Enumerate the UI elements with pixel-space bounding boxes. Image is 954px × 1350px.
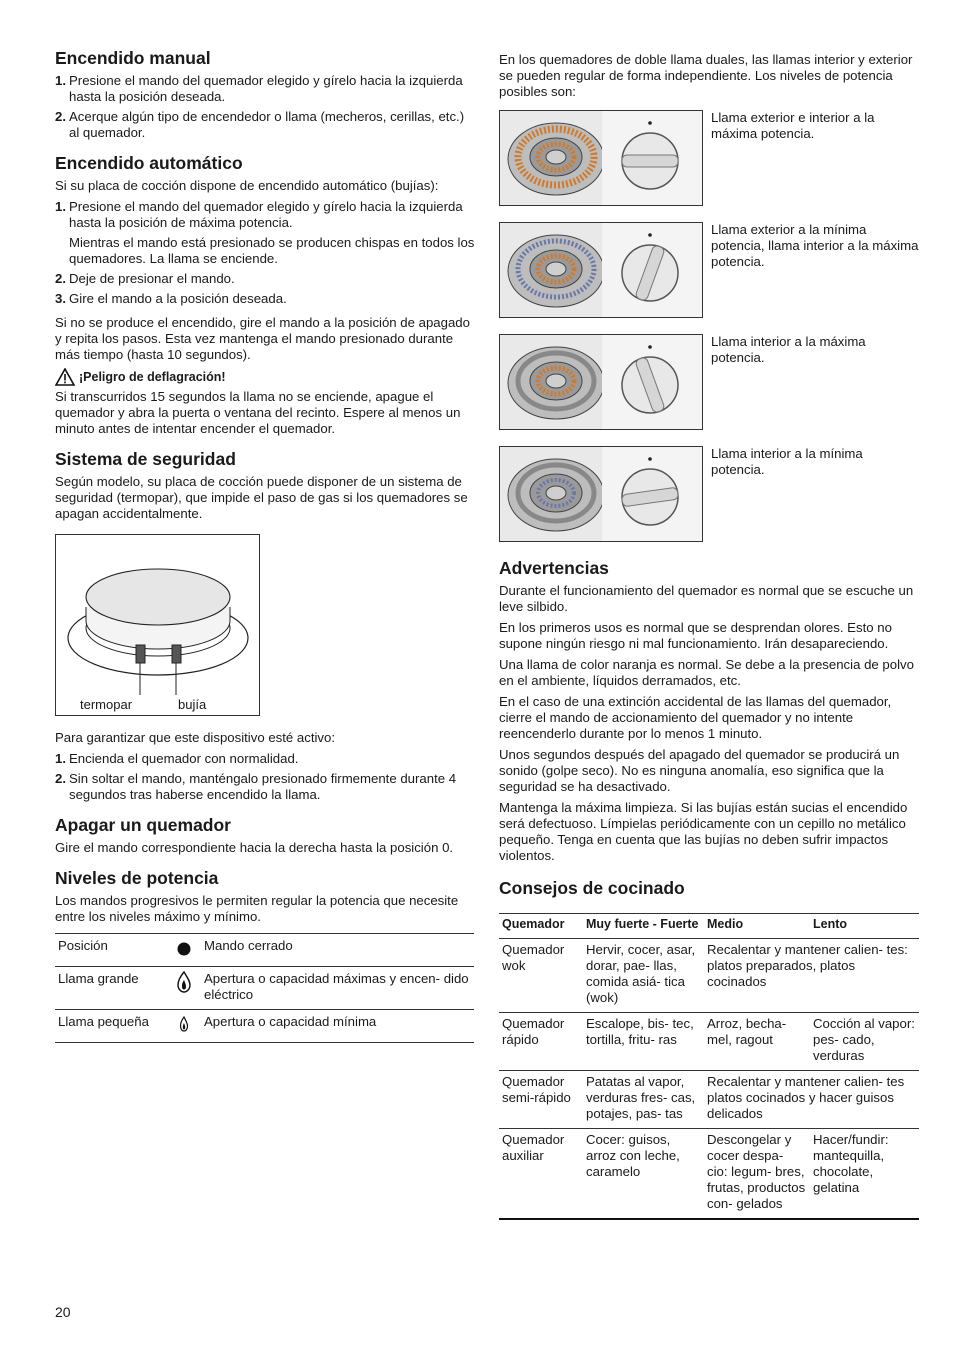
left-column	[55, 48, 475, 1055]
power-levels-table	[55, 933, 474, 1043]
warning-paragraph: Una llama de color naranja es normal. Se debe a la presencia de polvo en el ambiente, líquidos derramados, etc.	[499, 657, 914, 688]
burner-knob-image	[499, 110, 703, 206]
warning-paragraph: En el caso de una extinción accidental de las llamas del quemador, cierre el mando de accionamiento del quemador y no intente reencenderlo durante por lo menos 1 minuto.	[499, 694, 892, 741]
cooking-tips-title: Consejos de cocinado	[499, 878, 685, 898]
dual-flame-row	[499, 110, 919, 206]
list-item: 2. Deje de presionar el mando.	[55, 271, 235, 286]
burner-knob-image	[499, 334, 703, 430]
dual-flame-text: Llama exterior e interior a la máxima potencia.	[711, 110, 875, 141]
auto-ignition-section	[55, 153, 475, 437]
warnings-section	[499, 558, 919, 864]
safety-title: Sistema de seguridad	[55, 449, 236, 469]
termopar-label: termopar	[80, 697, 133, 712]
dual-flame-row	[499, 446, 919, 542]
table-row: Quemador rápido Escalope, bis- tec, tortilla, fritu- ras Arroz, becha- mel, ragout Cocción al vapor: pes- cado, verduras	[499, 1013, 919, 1071]
page-number: 20	[55, 1304, 71, 1320]
cooking-tips-table	[499, 913, 919, 1220]
safety-section	[55, 449, 475, 803]
list-item: 1. Presione el mando del quemador elegido y gírelo hacia la izquierda hasta la posición de máxima potencia. Mientras el mando está presionado se producen chispas en todos los quemadores. La llama se enciende.	[55, 199, 475, 266]
burner-knob-image	[499, 222, 703, 318]
burner-photo	[500, 223, 602, 317]
auto-ignition-title: Encendido automático	[55, 153, 243, 173]
knob-photo	[602, 447, 702, 541]
list-item: 2. Sin soltar el mando, manténgalo presionado firmemente durante 4 segundos tras haberse encendido la llama.	[55, 771, 457, 802]
table-row: Quemador semi-rápido Patatas al vapor, verduras fres- cas, potajes, pas- tas Recalentar y mantener calien- tes platos cocinados y hacer guisos delicados	[499, 1071, 919, 1129]
power-levels-title: Niveles de potencia	[55, 868, 219, 888]
step-note: Mientras el mando está presionado se producen chispas en todos los quemadores. La llama se enciende.	[69, 235, 475, 266]
right-column	[499, 52, 919, 1220]
list-item: 1. Encienda el quemador con normalidad.	[55, 751, 299, 766]
power-levels-section	[55, 868, 475, 1043]
table-row: Quemador wok Hervir, cocer, asar, dorar, pae- llas, comida asiá- tica (wok) Recalentar y mantener calien- tes: platos preparados, platos cocinados	[499, 939, 919, 1013]
table-row: Posición Mando cerrado	[55, 934, 474, 967]
auto-ignition-intro: Si su placa de cocción dispone de encendido automático (bujías):	[55, 178, 439, 193]
manual-ignition-title: Encendido manual	[55, 48, 211, 68]
list-item: 2. Acerque algún tipo de encendedor o llama (mecheros, cerillas, etc.) al quemador.	[55, 109, 465, 140]
knob-photo	[602, 223, 702, 317]
power-levels-text: Los mandos progresivos le permiten regular la potencia que necesite entre los niveles máximo y mínimo.	[55, 893, 459, 924]
dual-flame-text: Llama exterior a la mínima potencia, llama interior a la máxima potencia.	[711, 222, 919, 269]
burner-knob-image	[499, 446, 703, 542]
warnings-title: Advertencias	[499, 558, 609, 578]
thermocouple-figure	[55, 534, 260, 716]
burner-photo	[500, 335, 602, 429]
warning-text: Si transcurridos 15 segundos la llama no se enciende, apague el quemador y abra la puerta o ventana del recinto. Espere al menos un minuto antes de intentar encender el quemador.	[55, 389, 461, 436]
dual-flame-text: Llama interior a la mínima potencia.	[711, 446, 863, 477]
switch-off-text: Gire el mando correspondiente hacia la derecha hasta la posición 0.	[55, 840, 454, 855]
dual-flame-row	[499, 222, 919, 318]
auto-ignition-note: Si no se produce el encendido, gire el mando a la posición de apagado y repita los pasos. Esta vez mantenga el mando presionado durante más tiempo (hasta 10 segundos).	[55, 315, 470, 362]
warning-paragraph: Unos segundos después del apagado del quemador se producirá un sonido (golpe seco). No es ninguna anomalía, eso significa que la seguridad se ha desactivado.	[499, 747, 900, 794]
table-row: Llama pequeña Apertura o capacidad mínima	[55, 1010, 474, 1043]
manual-ignition-section	[55, 48, 475, 141]
manual-ignition-steps	[55, 73, 475, 141]
warning-paragraph: Mantenga la máxima limpieza. Si las bujías están sucias el encendido será defectuoso. Límpielas periódicamente con un cepillo no metálico pequeño. Tenga en cuenta que las bujías no deben sufrir impactos violentos.	[499, 800, 908, 863]
closed-dot-icon	[176, 938, 192, 956]
safety-guarantee: Para garantizar que este dispositivo esté activo:	[55, 730, 336, 745]
knob-photo	[602, 335, 702, 429]
dual-burner-intro: En los quemadores de doble llama duales, las llamas interior y exterior se pueden regular de forma independiente. Los niveles de potencia posibles son:	[499, 52, 913, 99]
switch-off-section	[55, 815, 475, 856]
list-item: 1. Presione el mando del quemador elegido y gírelo hacia la izquierda hasta la posición deseada.	[55, 73, 463, 104]
safety-steps	[55, 751, 475, 803]
warning-triangle-icon	[55, 368, 75, 386]
bujia-label: bujía	[178, 697, 207, 712]
knob-photo	[602, 111, 702, 205]
small-flame-icon	[178, 1014, 190, 1032]
burner-illustration	[56, 535, 259, 695]
safety-intro: Según modelo, su placa de cocción puede disponer de un sistema de seguridad (termopar), que impide el paso de gas si los quemadores se apagan accidentalmente.	[55, 474, 468, 521]
table-header-row: Quemador Muy fuerte - Fuerte Medio Lento	[499, 914, 919, 939]
burner-photo	[500, 447, 602, 541]
burner-photo	[500, 111, 602, 205]
dual-flame-list	[499, 110, 919, 542]
switch-off-title: Apagar un quemador	[55, 815, 231, 835]
warning-heading: ¡Peligro de deflagración!	[55, 368, 475, 386]
large-flame-icon	[176, 971, 192, 993]
table-row: Quemador auxiliar Cocer: guisos, arroz con leche, caramelo Descongelar y cocer despa- cio: legum- bres, frutas, productos con- gelados Hacer/fundir: mantequilla, chocolate, gelatina	[499, 1129, 919, 1220]
dual-flame-row	[499, 334, 919, 430]
dual-flame-text: Llama interior a la máxima potencia.	[711, 334, 866, 365]
warning-paragraph: Durante el funcionamiento del quemador es normal que se escuche un leve silbido.	[499, 583, 914, 614]
list-item: 3. Gire el mando a la posición deseada.	[55, 291, 287, 306]
warning-paragraph: En los primeros usos es normal que se desprendan olores. Esto no supone ningún riesgo ni mal funcionamiento. Irán desapareciendo.	[499, 620, 892, 651]
auto-ignition-steps	[55, 199, 475, 307]
cooking-tips-section	[499, 878, 919, 1220]
table-row: Llama grande Apertura o capacidad máximas y encen- dido eléctrico	[55, 967, 474, 1010]
